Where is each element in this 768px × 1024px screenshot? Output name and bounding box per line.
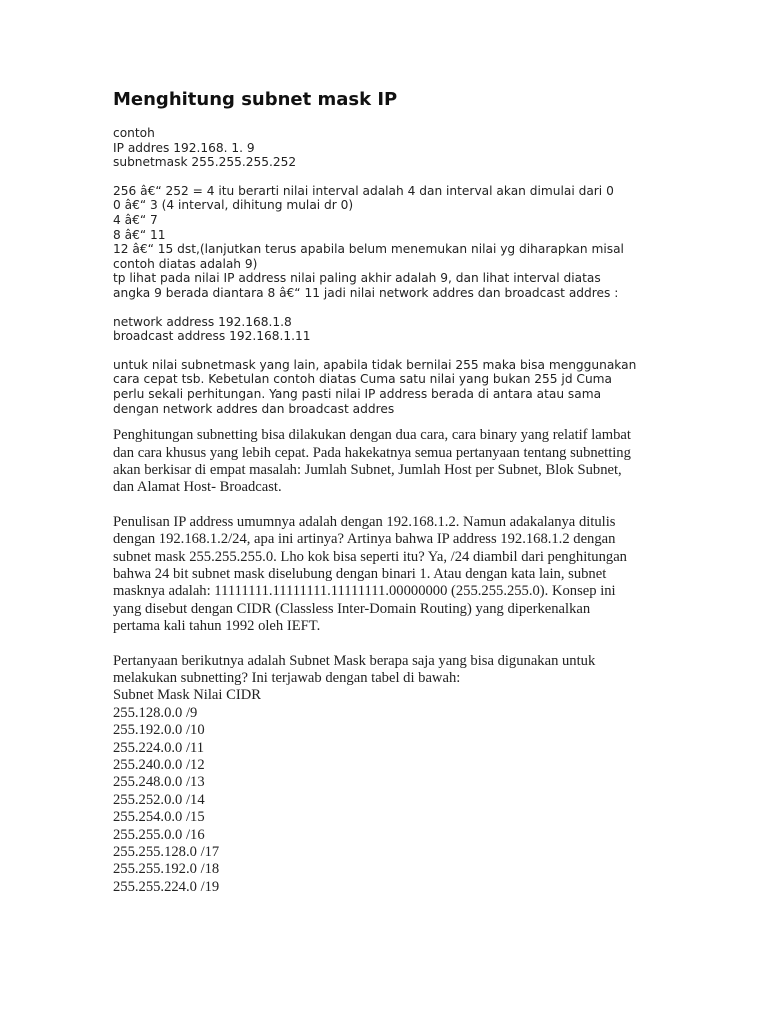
text-line: 8 â€“ 11 xyxy=(113,227,166,242)
network-address-line: network address 192.168.1.8 xyxy=(113,314,292,329)
text-line: IP addres 192.168. 1. 9 xyxy=(113,140,255,155)
table-row: 255.255.224.0 /19 xyxy=(113,878,220,895)
cidr-table xyxy=(113,687,673,896)
text-line: cara cepat tsb. Kebetulan contoh diatas Cuma satu nilai yang bukan 255 jd Cuma xyxy=(113,372,613,387)
table-header: Subnet Mask Nilai CIDR xyxy=(113,687,261,704)
text-line: dengan network addres dan broadcast addres xyxy=(113,401,395,416)
text-line: contoh xyxy=(113,126,155,140)
text-line: bahwa 24 bit subnet mask diselubung dengan binari 1. Atau dengan kata lain, subnet xyxy=(113,565,607,582)
subnet-mask-question xyxy=(113,653,673,688)
text-line: pertama kali tahun 1992 oleh IEFT. xyxy=(113,618,321,635)
text-line: dan cara khusus yang lebih cepat. Pada hakekatnya semua pertanyaan tentang subnetting xyxy=(113,444,631,461)
text-line: melakukan subnetting? Ini terjawab dengan tabel di bawah: xyxy=(113,669,461,686)
text-line: untuk nilai subnetmask yang lain, apabila tidak bernilai 255 maka bisa menggunakan xyxy=(113,357,637,372)
calculation-block xyxy=(113,184,673,301)
text-line: 0 â€“ 3 (4 interval, dihitung mulai dr 0) xyxy=(113,198,354,213)
text-line: tp lihat pada nilai IP address nilai paling akhir adalah 9, dan lihat interval diatas xyxy=(113,271,601,286)
text-line: yang disebut dengan CIDR (Classless Inter-Domain Routing) yang diperkenalkan xyxy=(113,600,591,617)
text-line: dan Alamat Host- Broadcast. xyxy=(113,479,282,496)
document-title: Menghitung subnet mask IP xyxy=(113,89,398,110)
text-line: subnet mask 255.255.255.0. Lho kok bisa seperti itu? Ya, /24 diambil dari penghitungan xyxy=(113,548,627,565)
table-row: 255.128.0.0 /9 xyxy=(113,704,198,721)
text-line: masknya adalah: 11111111.11111111.11111111.00000000 (255.255.255.0). Konsep ini xyxy=(113,583,616,600)
text-line: perlu sekali perhitungan. Yang pasti nilai IP address berada di antara atau sama xyxy=(113,386,602,401)
broadcast-address-line: broadcast address 192.168.1.11 xyxy=(113,329,311,344)
table-row: 255.224.0.0 /11 xyxy=(113,739,205,756)
text-line: subnetmask 255.255.255.252 xyxy=(113,155,297,170)
text-line: Penghitungan subnetting bisa dilakukan dengan dua cara, cara binary yang relatif lambat xyxy=(113,427,631,444)
intro-block xyxy=(113,126,673,170)
address-block xyxy=(113,315,673,344)
text-line: contoh diatas adalah 9) xyxy=(113,256,258,271)
cidr-paragraph xyxy=(113,514,673,636)
other-mask-block xyxy=(113,358,673,416)
text-line: 4 â€“ 7 xyxy=(113,212,158,227)
table-row: 255.252.0.0 /14 xyxy=(113,791,205,808)
table-row: 255.255.0.0 /16 xyxy=(113,826,205,843)
text-line: Pertanyaan berikutnya adalah Subnet Mask berapa saja yang bisa digunakan untuk xyxy=(113,652,596,669)
text-line: Penulisan IP address umumnya adalah dengan 192.168.1.2. Namun adakalanya ditulis xyxy=(113,513,616,530)
table-row: 255.255.128.0 /17 xyxy=(113,844,220,861)
text-line: dengan 192.168.1.2/24, apa ini artinya? Artinya bahwa IP address 192.168.1.2 dengan xyxy=(113,531,616,548)
table-row: 255.192.0.0 /10 xyxy=(113,722,205,739)
text-line: akan berkisar di empat masalah: Jumlah Subnet, Jumlah Host per Subnet, Blok Subnet, xyxy=(113,461,622,478)
text-line: 256 â€“ 252 = 4 itu berarti nilai interval adalah 4 dan interval akan dimulai dari 0 xyxy=(113,183,614,198)
table-row: 255.240.0.0 /12 xyxy=(113,757,205,773)
table-row: 255.254.0.0 /15 xyxy=(113,809,205,826)
text-line: 12 â€“ 15 dst,(lanjutkan terus apabila belum menemukan nilai yg diharapkan misal xyxy=(113,242,624,257)
document-page xyxy=(113,88,673,896)
table-row: 255.248.0.0 /13 xyxy=(113,774,205,791)
text-line: angka 9 berada diantara 8 â€“ 11 jadi nilai network addres dan broadcast addres : xyxy=(113,285,619,300)
table-row: 255.255.192.0 /18 xyxy=(113,861,220,878)
subnetting-paragraph xyxy=(113,427,673,497)
